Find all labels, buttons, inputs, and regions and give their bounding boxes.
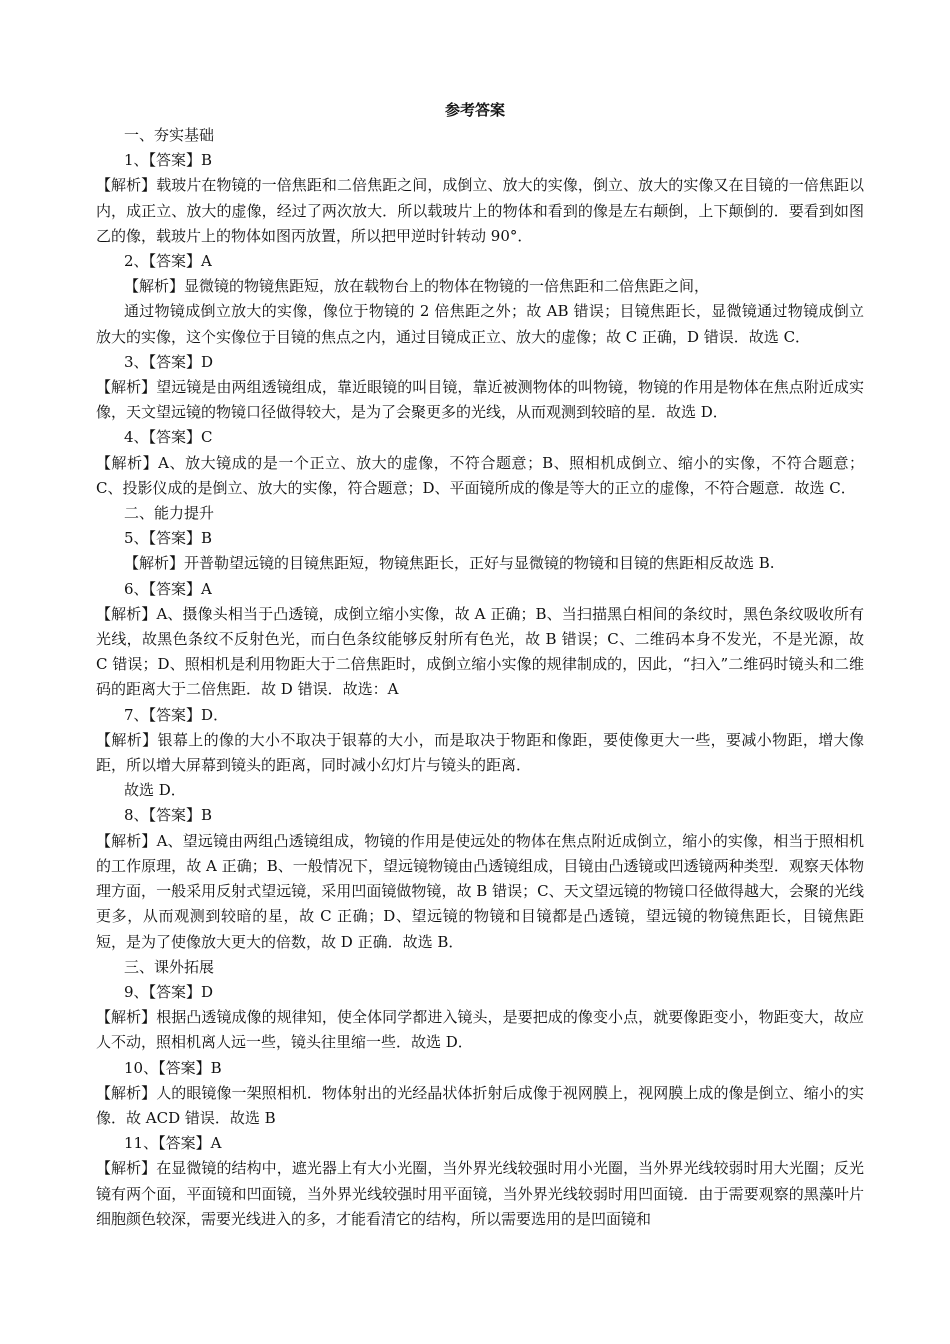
analysis-paragraph: 【解析】银幕上的像的大小不取决于银幕的大小，而是取决于物距和像距，要使像更大一些，要减小物距，增大像距，所以增大屏幕到镜头的距离，同时减小幻灯片与镜头的距离．: [96, 730, 864, 775]
page-title: 参考答案: [444, 101, 505, 119]
answer-line: 9、【答案】D: [124, 982, 214, 1001]
analysis-paragraph: 通过物镜成倒立放大的实像，像位于物镜的 2 倍焦距之外；故 AB 错误；目镜焦距长，显微镜通过物镜成倒立放大的实像，这个实像位于目镜的焦点之内，通过目镜成正立、放大的虚像；故 C 正确，D 错误．故选 C．: [96, 302, 864, 346]
section-heading: 三、课外拓展: [124, 957, 215, 976]
analysis-paragraph: 【解析】人的眼镜像一架照相机．物体射出的光经晶状体折射后成像于视网膜上，视网膜上成的像是倒立、缩小的实像．故 ACD 错误．故选 B: [96, 1083, 864, 1127]
analysis-paragraph: 【解析】根据凸透镜成像的规律知，使全体同学都进入镜头，是要把成的像变小点，就要像距变小，物距变大，故应人不动，照相机离人远一些，镜头往里缩一些．故选 D．: [96, 1008, 864, 1052]
answer-line: 3、【答案】D: [124, 352, 214, 371]
analysis-paragraph: 【解析】A、摄像头相当于凸透镜，成倒立缩小实像，故 A 正确；B、当扫描黑白相间的条纹时，黑色条纹吸收所有光线，故黑色条纹不反射色光，而白色条纹能够反射所有色光，故 B 错误；C、二维码本身不发光，不是光源，故 C 错误；D、照相机是利用物距大于二倍焦距时，成倒立缩小实像的规律制成的，因此，“扫入”二维码时镜头和二维码的距离大于二倍焦距．故 D 错误．故选：A: [96, 604, 864, 699]
analysis-paragraph: 【解析】望远镜是由两组透镜组成，靠近眼镜的叫目镜，靠近被测物体的叫物镜，物镜的作用是物体在焦点附近成实像，天文望远镜的物镜口径做得较大，是为了会聚更多的光线，从而观测到较暗的星．故选 D．: [96, 378, 864, 422]
analysis-paragraph: 【解析】载玻片在物镜的一倍焦距和二倍焦距之间，成倒立、放大的实像，倒立、放大的实像又在目镜的一倍焦距以内，成正立、放大的虚像，经过了两次放大．所以载玻片上的物体和看到的像是左右颠倒，上下颠倒的．要看到如图乙的像，载玻片上的物体如图丙放置，所以把甲逆时针转动 90°．: [96, 176, 864, 245]
analysis-paragraph: 【解析】在显微镜的结构中，遮光器上有大小光圈，当外界光线较强时用小光圈，当外界光线较弱时用大光圈；反光镜有两个面，平面镜和凹面镜，当外界光线较强时用平面镜，当外界光线较弱时用凹面镜．由于需要观察的黑藻叶片细胞颜色较深，需要光线进入的多，才能看清它的结构，所以需要选用的是凹面镜和: [96, 1159, 864, 1228]
section-heading: 一、夯实基础: [124, 126, 215, 144]
answer-line: 7、【答案】D．: [124, 705, 229, 724]
answer-line: 10、【答案】B: [124, 1058, 222, 1077]
answer-content: [96, 123, 864, 1232]
answer-line: 2、【答案】A: [124, 252, 212, 271]
analysis-paragraph: 故选 D．: [124, 781, 186, 800]
answer-line: 8、【答案】B: [124, 806, 213, 825]
answer-line: 5、【答案】B: [124, 529, 213, 548]
answer-line: 4、【答案】C: [124, 428, 213, 447]
answer-line: 1、【答案】B: [124, 151, 213, 170]
section-heading: 二、能力提升: [124, 504, 215, 523]
analysis-paragraph: 【解析】A、望远镜由两组凸透镜组成，物镜的作用是使远处的物体在焦点附近成倒立，缩小的实像，相当于照相机的工作原理，故 A 正确；B、一般情况下，望远镜物镜由凸透镜组成，目镜由凸透镜或凹透镜两种类型．观察天体物理方面，一般采用反射式望远镜，采用凹面镜做物镜，故 B 错误；C、天文望远镜的物镜口径做得越大，会聚的光线更多，从而观测到较暗的星，故 C 正确；D、望远镜的物镜和目镜都是凸透镜，望远镜的物镜焦距长，目镜焦距短，是为了使像放大更大的倍数，故 D 正确．故选 B．: [96, 831, 864, 951]
analysis-paragraph: 【解析】A、放大镜成的是一个正立、放大的虚像，不符合题意；B、照相机成倒立、缩小的实像，不符合题意；C、投影仪成的是倒立、放大的实像，符合题意；D、平面镜所成的像是等大的正立的虚像，不符合题意．故选 C．: [96, 453, 864, 497]
answer-line: 11、【答案】A: [124, 1134, 222, 1153]
analysis-paragraph: 【解析】显微镜的物镜焦距短，放在载物台上的物体在物镜的一倍焦距和二倍焦距之间，: [124, 277, 710, 296]
analysis-paragraph: 【解析】开普勒望远镜的目镜焦距短，物镜焦距长，正好与显微镜的物镜和目镜的焦距相反故选 B.: [124, 554, 775, 573]
answer-line: 6、【答案】A: [124, 579, 212, 598]
